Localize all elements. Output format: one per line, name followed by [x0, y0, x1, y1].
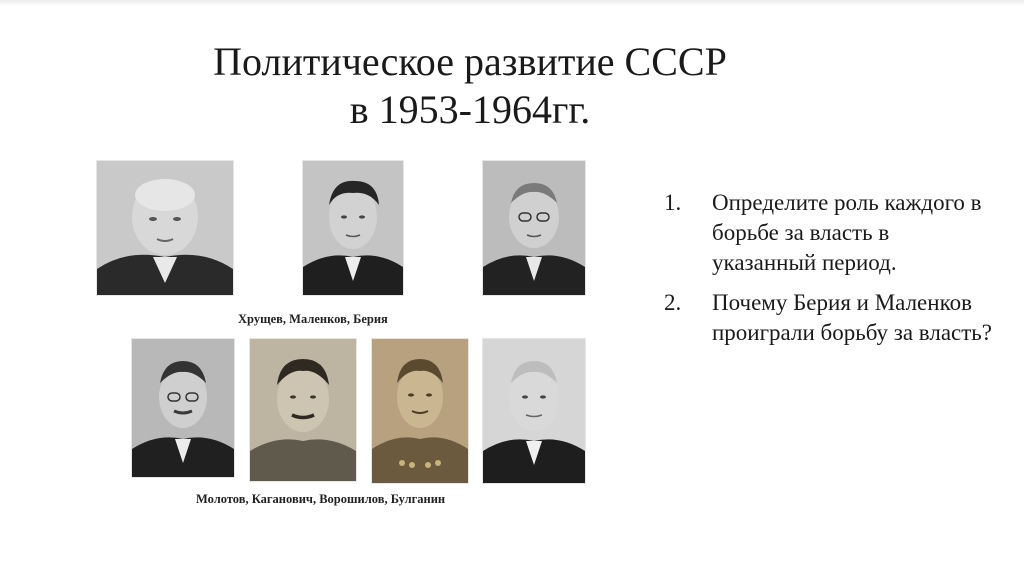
portrait-image: [483, 339, 585, 483]
portrait-photo-7: [482, 338, 586, 484]
caption-top-row: Хрущев, Маленков, Берия: [238, 312, 388, 326]
question-number: 1.: [664, 190, 682, 215]
title-line-2: в 1953-1964гг.: [349, 87, 591, 132]
question-item: [664, 288, 994, 348]
caption-bottom-row: Молотов, Каганович, Ворошилов, Булганин: [196, 492, 446, 506]
slide-top-shadow: [0, 0, 1024, 6]
portrait-image: [483, 161, 585, 295]
question-item: [664, 188, 994, 278]
question-text: Почему Берия и Маленков проиграли борьбу за власть?: [712, 290, 993, 345]
portrait-image: [303, 161, 403, 295]
portrait-image: [132, 339, 234, 477]
portrait-photo-2: [302, 160, 404, 296]
title-line-1: Политическое развитие СССР: [213, 39, 727, 84]
slide-title: [120, 38, 820, 134]
portrait-image: [250, 339, 356, 481]
question-number: 2.: [664, 290, 682, 315]
portrait-photo-5: [249, 338, 357, 482]
portrait-image: [372, 339, 468, 483]
portrait-photo-6: [371, 338, 469, 484]
portrait-photo-4: [131, 338, 235, 478]
question-text: Определите роль каждого в борьбе за власть в указанный период.: [712, 190, 982, 275]
questions-list: [664, 188, 994, 358]
portrait-image: [97, 161, 233, 295]
portrait-photo-1: [96, 160, 234, 296]
portrait-photo-3: [482, 160, 586, 296]
